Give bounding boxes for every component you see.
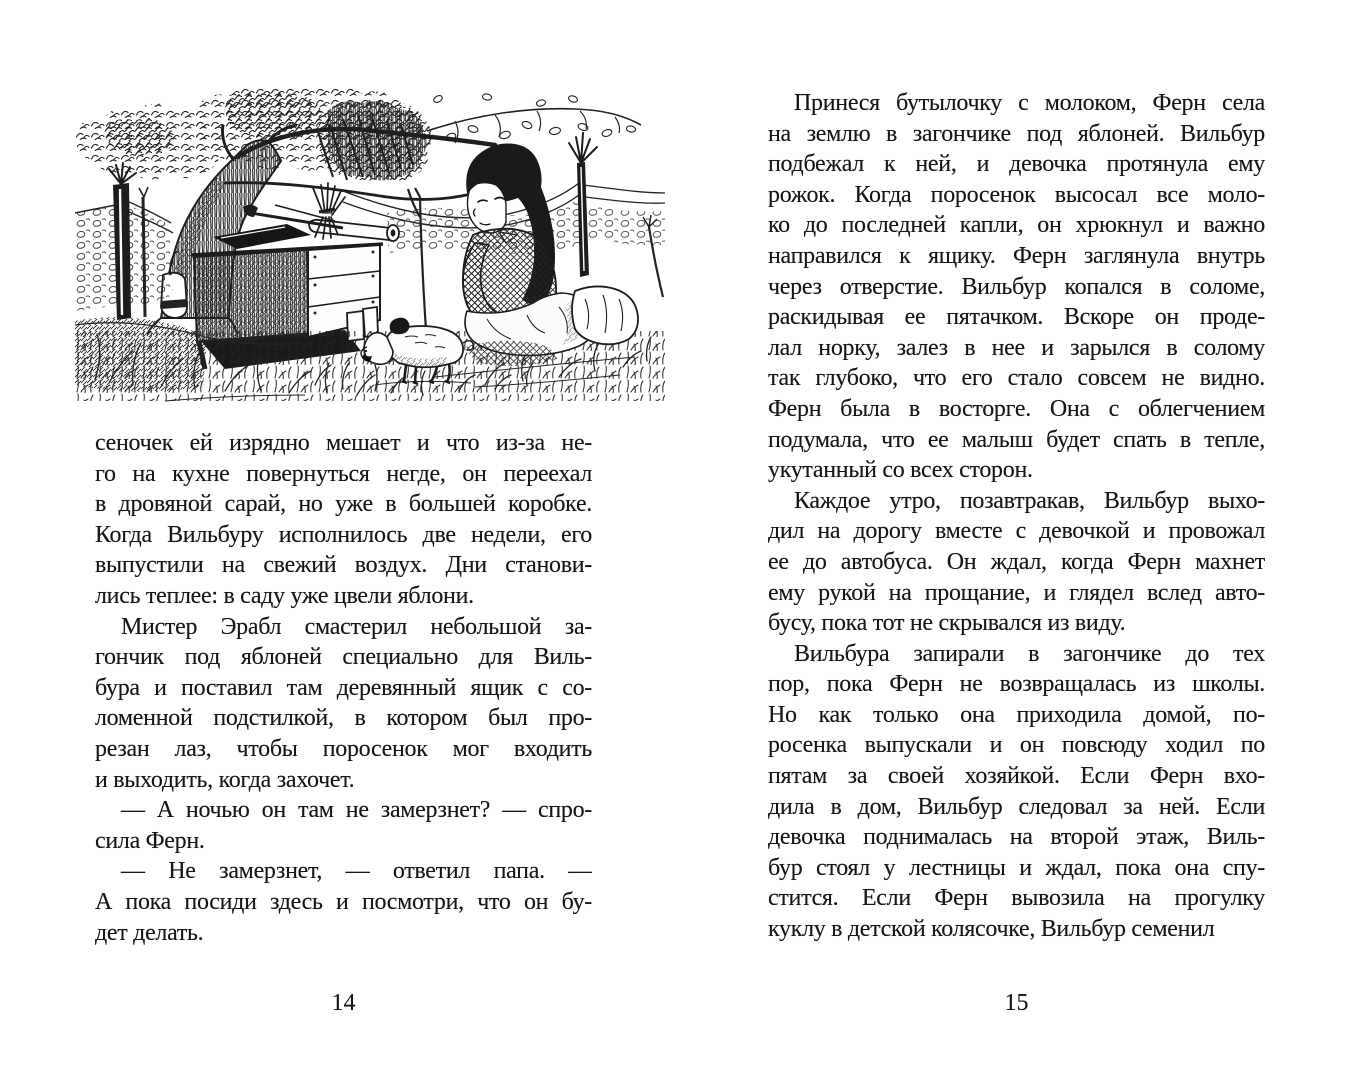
text-line: подбежал к ней, и девочка протянула ему [768, 151, 1265, 178]
text-line: ему рукой на прощание, и глядел вслед авто- [768, 579, 1265, 606]
text-line: гончик под яблоней специально для Виль- [95, 644, 592, 671]
text-line: бур стоял у лестницы и ждал, пока она спу- [768, 854, 1265, 881]
text-line: на землю в загончике под яблоней. Вильбур [768, 120, 1265, 147]
text-line: росенка выпускали и он повсюду ходил по [768, 732, 1265, 759]
text-line: куклу в детской колясочке, Вильбур семенил [768, 916, 1215, 943]
text-line: так глубоко, что его стало совсем не видно. [768, 365, 1265, 392]
text-line: Вильбура запирали в загончике до тех [794, 640, 1265, 667]
text-line: Но как только она приходила домой, по- [768, 701, 1265, 728]
text-line: укутанный со всех сторон. [768, 457, 1033, 484]
page-number-left: 14 [331, 990, 356, 1016]
text-line: пятам за своей хозяйкой. Если Ферн вхо- [768, 763, 1265, 790]
text-line: дила в дом, Вильбур следовал за ней. Если [768, 793, 1265, 820]
page-right-text [768, 88, 1265, 945]
text-line: стится. Если Ферн вывозила на прогулку [768, 885, 1265, 912]
text-line: направился к ящику. Ферн заглянула внутрь [768, 242, 1265, 269]
sack [572, 286, 638, 344]
text-line: резан лаз, чтобы поросенок мог входить [95, 735, 592, 762]
text-line: сеночек ей изрядно мешает и что из-за не- [95, 430, 592, 456]
text-line: раскидывая ее пятачком. Вскоре он проде- [768, 304, 1265, 331]
text-line: дет делать. [95, 919, 204, 946]
text-line: лись теплее: в саду уже цвели яблони. [95, 582, 474, 609]
text-line: ее до автобуса. Он ждал, когда Ферн махнет [768, 548, 1265, 575]
text-line: бура и поставил там деревянный ящик с со- [95, 674, 592, 701]
text-line: Каждое утро, позавтракав, Вильбур выхо- [794, 487, 1265, 514]
text-line: ломенной подстилкой, в котором был про- [95, 705, 592, 732]
apple-tree-foliage [75, 85, 641, 181]
page-left-text [95, 428, 592, 948]
text-line: лал норку, залез в нее и зарылся в солому [768, 334, 1265, 361]
text-line: и выходить, когда захочет. [95, 766, 355, 793]
text-line: сила Ферн. [95, 827, 205, 854]
text-line: — А ночью он там не замерзнет? — спро- [121, 797, 592, 824]
book-illustration [75, 85, 665, 425]
girl-fern [463, 143, 638, 366]
text-line: девочка поднималась на второй этаж, Виль- [768, 824, 1265, 851]
text-line: дил на дорогу вместе с девочкой и провожал [768, 518, 1265, 545]
text-line: выпустили на свежий воздух. Дни станови- [95, 552, 592, 579]
text-line: ко до последней капли, он хрюкнул и важно [768, 212, 1265, 239]
text-line: в дровяной сарай, но уже в большей коробке. [95, 491, 592, 518]
text-line: рожок. Когда поросенок высосал все моло- [768, 181, 1265, 208]
text-line: А пока посиди здесь и посмотри, что он бу- [95, 888, 592, 915]
text-line: бусу, пока тот не скрывался из виду. [768, 610, 1126, 637]
text-line: Ферн была в восторге. Она с облегчением [768, 395, 1265, 422]
piglet-ear [390, 318, 410, 335]
text-line: — Не замерзнет, — ответил папа. — [121, 858, 592, 885]
text-line: Принеся бутылочку с молоком, Ферн села [794, 90, 1265, 116]
text-line: Когда Вильбуру исполнилось две недели, его [95, 521, 592, 548]
text-line: пор, пока Ферн не возвращалась из школы. [768, 671, 1265, 698]
text-line: Мистер Эрабл смастерил небольшой за- [121, 613, 592, 640]
page-number-right: 15 [1004, 990, 1029, 1016]
fern-and-wilbur-drawing [75, 85, 665, 425]
text-line: через отверстие. Вильбур копался в соломе, [768, 273, 1265, 300]
text-line: подумала, что ее малыш будет спать в тепле, [768, 426, 1265, 453]
text-line: го на кухне повернуться негде, он переехал [95, 460, 592, 487]
